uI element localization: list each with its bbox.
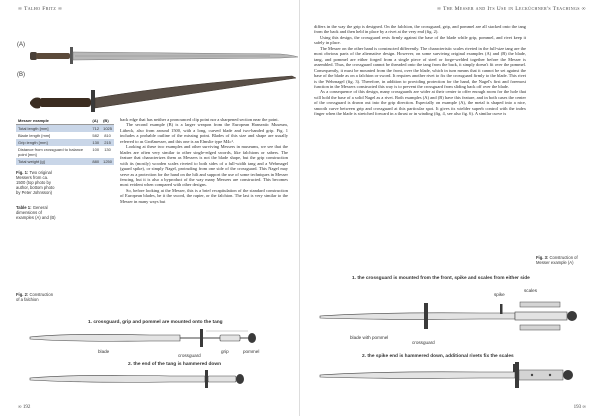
caption-text: Construction of Messer example (A): [536, 255, 578, 265]
messer-assembled-pommel: [563, 370, 573, 380]
messer-b-grip: [39, 98, 91, 107]
table-cell: Total weight [g]: [16, 158, 90, 165]
messer-a-grip: [36, 53, 70, 59]
messer-diagram-scale-bottom: [520, 325, 560, 330]
table-cell: Distance from crossguard to balance point [mm]: [18, 147, 84, 157]
table-cell: 100: [92, 147, 100, 152]
messer-a-pommel: [30, 52, 37, 60]
dimensions-table: [16, 117, 114, 165]
table-cell: 130: [92, 140, 100, 145]
messer-diagram-spike: [500, 304, 503, 314]
photo-label-b: (B): [17, 72, 25, 78]
caption-label: Table 1:: [16, 205, 32, 210]
left-body-text: [120, 117, 288, 305]
falchion-pommel: [248, 333, 256, 343]
folio-right: 193 ∞: [573, 405, 586, 410]
table-cell: Total length [mm]: [16, 125, 90, 133]
fig2-caption: [16, 292, 56, 302]
caption-text: Construction of a falchion: [16, 292, 54, 302]
caption-text: General dimensions of examples (A) and (B): [16, 205, 56, 220]
table-header: (A): [90, 117, 101, 125]
table-cell: 582: [92, 133, 100, 138]
table-cell: 130: [104, 147, 111, 152]
messer-b-blade: [95, 76, 296, 108]
falchion-crossguard-assembled: [205, 370, 208, 388]
fig3-step1-title: 1. the crossguard is mounted from the front, spike and scales from either side: [352, 276, 530, 281]
paragraph: As a consequence of this design, many crossguards are wider at their center to offer enough room for the hole that will hold the base of a solid Nagel as a rivet. Both examples (A) and (B) have this feature, and in both cases the center of the crossguard is drawn out into the grip direction. Especially on example (A), the metal is shaped into a nice, smooth curve between grip and crossguard at this particular spot. It gives its wielder superb control with the index finger when the blade is stretched forward in a thrust or in winding (fig. 4, see also fig. 6). A similar curve is: [314, 89, 526, 117]
paragraph: The second example (B) is a larger weapon from the European Hanseatic Museum, Lübeck, also from around 1500, with a long, curved blade and two-handed grip. Fig. 1 includes a probable outline of the missing point. Blades of this size and shape are usually referred to as Großmesser, and this one is an Elmslie type M4c¹.: [120, 122, 288, 144]
right-body-text: [314, 24, 526, 270]
messer-diagram-crossguard: [424, 303, 428, 329]
paragraph: back edge that has neither a pronounced clip point nor a sharpened section near the point.: [120, 117, 279, 122]
running-head-right: ∞ The Messer and Its Use in Lecküchner's Teachings ∞: [436, 6, 586, 12]
caption-label: Fig. 2:: [16, 292, 29, 297]
falchion-pommel-assembled: [236, 374, 244, 384]
fig1-caption: [16, 170, 56, 195]
label-grip: grip: [221, 349, 229, 354]
table-row: [16, 146, 114, 158]
caption-text: Two original Messers from ca. 1500 (top photo by author, bottom photo by Peter Johnsson): [16, 170, 55, 195]
falchion-assembled-diagram: [30, 370, 290, 388]
messer-diagram-tang: [515, 312, 567, 320]
falchion-assembly-diagram: [30, 328, 290, 348]
label-spike: spike: [494, 292, 505, 297]
caption-label: Fig. 1:: [16, 170, 29, 175]
messer-diagram-blade: [320, 313, 515, 320]
paragraph: Looking at these two examples and other surviving Messers in museums, we see that the blades are often very similar to other single-edged swords, like falchions or sabers. The feature that characterizes them as Messers is not the blade shape, but the grip construction with its (mostly) wooden scales riveted to both sides of a full-width tang and a Wehrnagel (guard spike), or simply Nagel, protruding from one side of the crossguard. This Nagel may serve as a protection for the hand on the hilt and support the use of some techniques in Messer fencing, but it is also a byproduct of the way many Messers are constructed. This becomes most evident when compared with other designs.: [120, 144, 288, 188]
rivet: [549, 374, 551, 376]
table-cell: 880: [92, 159, 100, 164]
messer-assembled-blade: [320, 372, 515, 379]
falchion-crossguard: [200, 329, 203, 347]
falchion-blade: [30, 334, 180, 341]
paragraph: So, before looking at the Messer, this is a brief recapitulation of the standard construction of European blades, be it the sword, the rapier, or the falchion. The last is very similar to the Messer in many ways but: [120, 187, 288, 204]
table-cell: Grip length [mm]: [16, 139, 90, 146]
messer-assembled-grip: [519, 370, 563, 380]
table-header: Messer example: [16, 117, 90, 125]
paragraph: Using this design, the crossguard rests firmly against the base of the blade while grip, pommel, and rivet keep it safely in place.: [314, 34, 526, 46]
label-blade-with-pommel: blade with pommel: [350, 335, 389, 340]
messer-b-photo: [30, 74, 300, 114]
label-scales: scales: [524, 288, 538, 293]
table-row: [16, 139, 114, 146]
label-pommel: pommel: [243, 349, 260, 354]
table-cell: 1250: [103, 159, 112, 164]
table-row: [16, 125, 114, 133]
messer-assembled-diagram: [320, 362, 590, 388]
messer-b-crossguard: [91, 90, 95, 112]
fig3-caption: [536, 255, 588, 265]
paragraph: differs in the way the grip is designed. On the falchion, the crossguard, grip, and pommel are all stacked onto the tang from the back and then held in place by a rivet at the very end (fig. 2).: [314, 24, 526, 35]
messer-diagram-scale-top: [520, 302, 560, 307]
messer-diagram-pommel: [567, 311, 577, 321]
table-cell: 712: [92, 126, 100, 131]
table-cell: 810: [104, 133, 111, 138]
paragraph: The Messer on the other hand is constructed differently. The characteristic scales riveted in the full-size tang are the most obvious parts of the alternative design. However, on some surviving original examples (A) and (B) the blade, tang, and pommel are either forged from a single piece of steel or forge-welded together before the Messer is assembled. Thus, the crossguard cannot be threaded onto the tang from the back, it simply doesn't fit over the pommel. Consequently, it must be mounted from the front, over the blade, which in turn means that it cannot be set against the base of the blade as on a falchion or sword. It requires another rivet to fix the crossguard firmly to the blade. This rivet is the Wehrnagel (fig. 3). Therefore, in addition to providing protection for the hand, the Nagel's first and foremost function in the Messers constructed this way is to prevent the crossguard from sliding back off over the blade.: [314, 45, 526, 89]
falchion-grip-assembled: [208, 376, 236, 382]
fig2-step1-title: 1. crossguard, grip and pommel are mounted onto the tang: [88, 320, 223, 325]
running-head-left: ∞ Talho Fritz ∞: [18, 6, 63, 12]
fig3-step2-title: 2. the spike end is hammered down, additional rivets fix the scales: [362, 354, 514, 359]
table-row: [16, 158, 114, 165]
photo-label-a: (A): [17, 42, 25, 48]
folio-left: ∞ 192: [18, 405, 31, 410]
label-crossguard-right: crossguard: [412, 340, 435, 345]
right-page: [300, 0, 600, 416]
caption-label: Fig. 3:: [536, 255, 549, 260]
table-cell: 215: [101, 139, 114, 146]
messer-a-photo: [30, 44, 300, 68]
table-header: (B): [101, 117, 114, 125]
table-row: [16, 132, 114, 139]
falchion-grip: [220, 335, 240, 341]
messer-assembled-spike: [513, 364, 516, 372]
table-cell: 1025: [103, 126, 112, 131]
messer-b-pommel: [30, 98, 40, 109]
messer-assembled-crossguard: [515, 362, 519, 388]
label-crossguard: crossguard: [178, 353, 201, 358]
fig2-step2-title: 2. the end of the tang is hammered down: [128, 362, 222, 367]
falchion-blade-assembled: [30, 375, 205, 382]
table1-caption: [16, 205, 56, 220]
table-cell: Blade length [mm]: [18, 133, 51, 138]
label-blade: blade: [98, 349, 110, 354]
messer-a-crossguard: [70, 47, 73, 64]
rivet: [531, 374, 533, 376]
messer-assembly-diagram: [320, 298, 590, 334]
